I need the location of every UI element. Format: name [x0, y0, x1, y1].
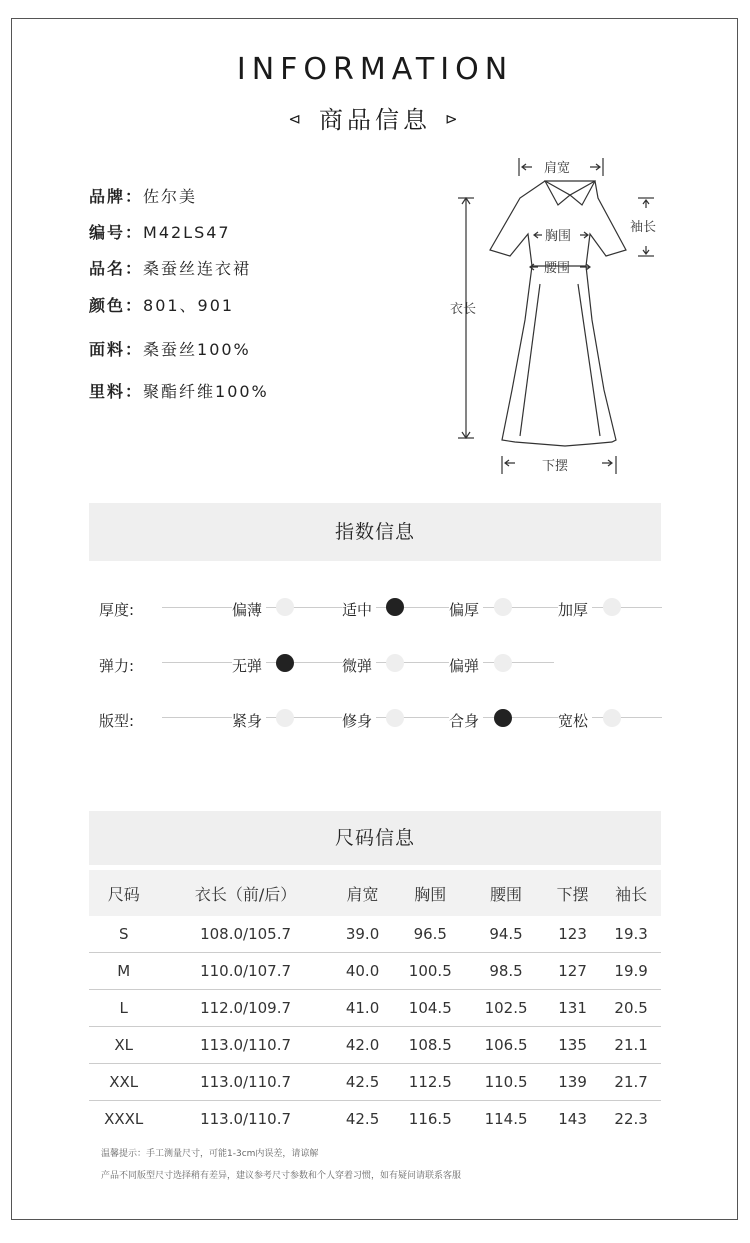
table-cell: S [89, 916, 158, 953]
option-no-stretch: 无弹 [232, 655, 266, 676]
table-cell: 94.5 [468, 916, 544, 953]
header-cell: 衣长（前/后） [158, 870, 332, 916]
info-label: 里料： [89, 382, 144, 401]
table-cell: 114.5 [484, 1110, 528, 1128]
index-section-title: 指数信息 [89, 503, 661, 561]
table-cell: 19.3 [601, 916, 661, 953]
option-thin: 偏薄 [232, 599, 266, 620]
table-cell: 20.5 [601, 990, 661, 1027]
note-fit-advice: 产品不同版型尺寸选择稍有差异，建议参考尺寸参数和个人穿着习惯，如有疑问请联系客服 [101, 1171, 462, 1181]
length-label: 衣长 [450, 302, 477, 317]
option-slight-stretch: 微弹 [342, 655, 376, 676]
info-value: 桑蚕丝连衣裙 [143, 259, 252, 278]
dot-tight [276, 709, 294, 727]
info-lining [89, 379, 269, 402]
table-row [89, 1027, 661, 1064]
info-value: 聚酯纤维100% [143, 382, 269, 401]
table-cell: 131 [544, 990, 601, 1027]
page-title: INFORMATION [236, 52, 514, 87]
table-cell: 98.5 [468, 953, 544, 990]
table-cell: 22.3 [614, 1110, 648, 1128]
dot-regular-selected [494, 709, 512, 727]
table-row [89, 1064, 661, 1101]
option-slim: 修身 [342, 710, 376, 731]
info-label: 颜色： [89, 296, 144, 315]
dot-slight-stretch [386, 654, 404, 672]
info-value: 桑蚕丝100% [143, 340, 251, 359]
table-cell: 102.5 [468, 990, 544, 1027]
dot-loose [603, 709, 621, 727]
elasticity-label: 弹力: [99, 657, 135, 675]
hem-label: 下摆 [542, 459, 569, 474]
dot-slim [386, 709, 404, 727]
dot-stretchy [494, 654, 512, 672]
dot-medium-selected [386, 598, 404, 616]
table-cell: 42.5 [333, 1064, 393, 1101]
table-row [89, 916, 661, 953]
table-cell: 110.5 [468, 1064, 544, 1101]
option-thickish: 偏厚 [449, 599, 483, 620]
table-cell: 135 [544, 1027, 601, 1064]
right-arrow-icon: ⊳ [445, 110, 462, 128]
shoulder-label: 肩宽 [544, 161, 571, 176]
info-value: M42LS47 [143, 223, 231, 242]
info-color [89, 293, 234, 316]
table-cell: 21.7 [601, 1064, 661, 1101]
dot-thickish [494, 598, 512, 616]
dot-thin [276, 598, 294, 616]
table-cell: 113.0/110.7 [158, 1027, 332, 1064]
table-cell: 112.5 [392, 1064, 468, 1101]
info-value: 佐尔美 [143, 187, 198, 206]
table-cell: XXL [89, 1064, 158, 1101]
table-cell: 96.5 [392, 916, 468, 953]
option-tight: 紧身 [232, 710, 266, 731]
option-medium: 适中 [342, 599, 376, 620]
fit-label: 版型: [99, 712, 135, 730]
info-fabric [89, 337, 251, 360]
table-row [89, 953, 661, 990]
table-cell: M [89, 953, 158, 990]
table-cell: 139 [544, 1064, 601, 1101]
table-cell: 40.0 [333, 953, 393, 990]
table-cell: 127 [544, 953, 601, 990]
info-label: 品名： [89, 259, 144, 278]
header-cell: 尺码 [89, 870, 158, 916]
info-code [89, 220, 231, 243]
size-section-title: 尺码信息 [89, 811, 661, 865]
table-cell: 108.0/105.7 [158, 916, 332, 953]
table-cell: 21.1 [601, 1027, 661, 1064]
header-cell: 肩宽 [333, 870, 393, 916]
waist-label: 腰围 [544, 261, 571, 276]
info-brand [89, 184, 197, 207]
note-measurement: 温馨提示：手工测量尺寸，可能1-3cm内误差，请谅解 [101, 1149, 319, 1159]
table-cell: 110.0/107.7 [158, 953, 332, 990]
option-thick: 加厚 [558, 599, 592, 620]
subtitle-text: 商品信息 [319, 106, 431, 134]
thickness-label: 厚度: [99, 601, 135, 619]
left-arrow-icon: ⊲ [288, 110, 305, 128]
table-cell: 41.0 [333, 990, 393, 1027]
table-cell: 19.9 [601, 953, 661, 990]
table-cell: 42.5 [345, 1110, 380, 1128]
info-name [89, 256, 251, 279]
page-subtitle [0, 100, 750, 135]
sleeve-label: 袖长 [630, 220, 657, 235]
table-cell: 39.0 [333, 916, 393, 953]
table-cell: 100.5 [392, 953, 468, 990]
table-cell: 104.5 [392, 990, 468, 1027]
table-cell: XXXL [104, 1110, 144, 1128]
table-cell: 112.0/109.7 [158, 990, 332, 1027]
chest-label: 胸围 [545, 229, 572, 244]
table-cell: 143 [558, 1110, 587, 1128]
size-table [89, 870, 661, 1137]
option-loose: 宽松 [558, 710, 592, 731]
table-cell: 106.5 [468, 1027, 544, 1064]
header-cell: 袖长 [601, 870, 661, 916]
table-cell: 108.5 [392, 1027, 468, 1064]
dot-thick [603, 598, 621, 616]
header-cell: 胸围 [392, 870, 468, 916]
option-stretchy: 偏弹 [449, 655, 483, 676]
table-cell: 42.0 [333, 1027, 393, 1064]
table-row [89, 990, 661, 1027]
option-regular: 合身 [449, 710, 483, 731]
dot-no-stretch-selected [276, 654, 294, 672]
info-label: 面料： [89, 340, 144, 359]
table-row [89, 1101, 661, 1138]
info-label: 编号： [89, 223, 144, 242]
table-cell: XL [89, 1027, 158, 1064]
table-cell: 116.5 [408, 1110, 452, 1128]
info-value: 801、901 [143, 296, 235, 315]
table-cell: L [89, 990, 158, 1027]
size-table-header [89, 870, 661, 916]
table-cell: 113.0/110.7 [200, 1110, 292, 1128]
info-label: 品牌： [89, 187, 144, 206]
header-cell: 腰围 [468, 870, 544, 916]
dress-diagram [440, 150, 670, 490]
table-cell: 123 [544, 916, 601, 953]
table-cell: 113.0/110.7 [158, 1064, 332, 1101]
header-cell: 下摆 [544, 870, 601, 916]
